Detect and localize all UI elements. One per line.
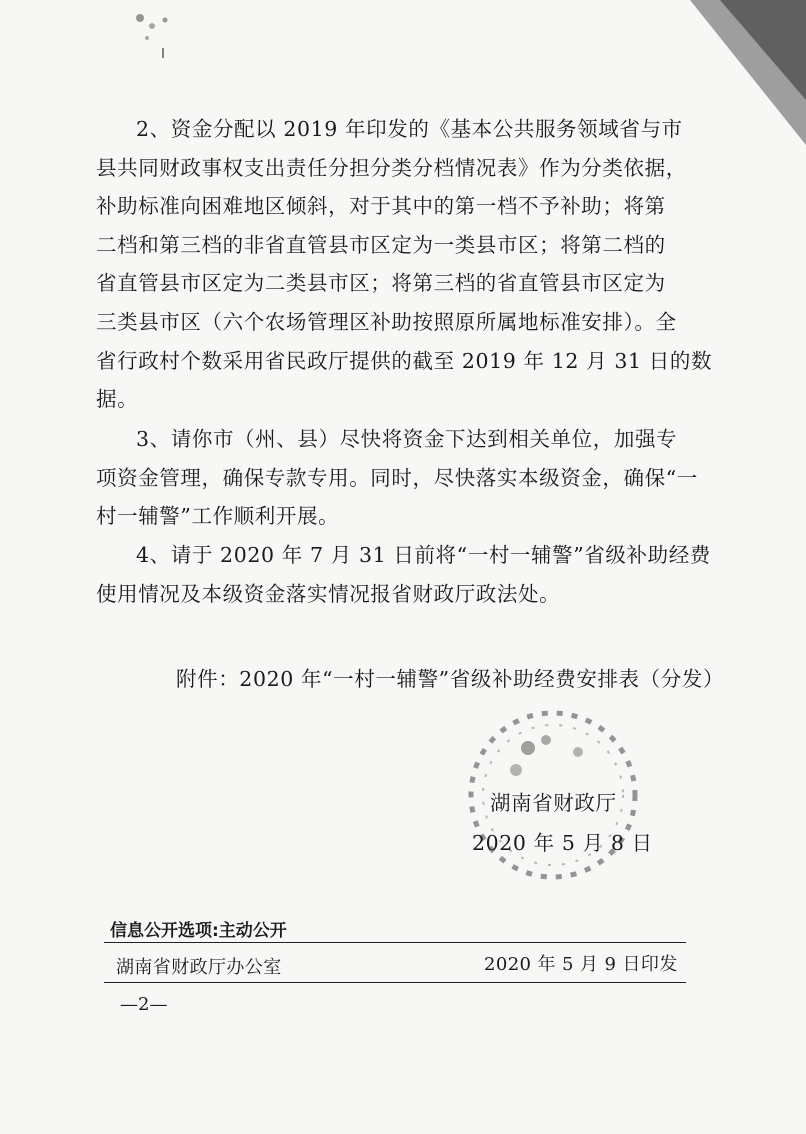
divider-line [104, 982, 686, 983]
text-line: 省行政村个数采用省民政厅提供的截至 2019 年 12 月 31 日的数 [96, 348, 713, 373]
text-line: 补助标准向困难地区倾斜，对于其中的第一档不予补助；将第 [96, 194, 666, 219]
page-number: —2— [120, 994, 168, 1015]
paragraph-3 [96, 420, 698, 536]
paragraph-4 [96, 536, 711, 613]
attachment-note: 附件：2020 年“一村一辅警”省级补助经费安排表（分发） [176, 667, 725, 691]
signature-date: 2020 年 5 月 8 日 [472, 831, 653, 855]
text-line: 4、请于 2020 年 7 月 31 日前将“一村一辅警”省级补助经费 [136, 543, 711, 567]
signature-organization: 湖南省财政厅 [490, 791, 617, 815]
scan-noise-top-right [680, 0, 806, 150]
paragraph-2 [96, 110, 713, 419]
scan-noise-top [120, 8, 190, 68]
text-line: 3、请你市（州、县）尽快将资金下达到相关单位，加强专 [136, 427, 678, 451]
issue-date: 2020 年 5 月 9 日印发 [484, 954, 678, 975]
text-line: 2、资金分配以 2019 年印发的《基本公共服务领域省与市 [136, 117, 683, 141]
text-line: 项资金管理，确保专款专用。同时，尽快落实本级资金，确保“一 [96, 465, 698, 490]
info-disclosure-option: 信息公开选项:主动公开 [110, 921, 287, 941]
text-line: 县共同财政事权支出责任分担分类分档情况表》作为分类依据， [96, 155, 687, 180]
issuing-office: 湖南省财政厅办公室 [116, 957, 282, 978]
text-line: 村一辅警”工作顺利开展。 [96, 504, 340, 529]
text-line: 使用情况及本级资金落实情况报省财政厅政法处。 [96, 581, 561, 606]
text-line: 省直管县市区定为二类县市区；将第三档的省直管县市区定为 [96, 271, 666, 296]
text-line: 据。 [96, 387, 139, 412]
text-line: 二档和第三档的非省直管县市区定为一类县市区；将第二档的 [96, 232, 666, 257]
divider-line [104, 942, 686, 943]
text-line: 三类县市区（六个农场管理区补助按照原所属地标准安排）。全 [96, 309, 677, 334]
